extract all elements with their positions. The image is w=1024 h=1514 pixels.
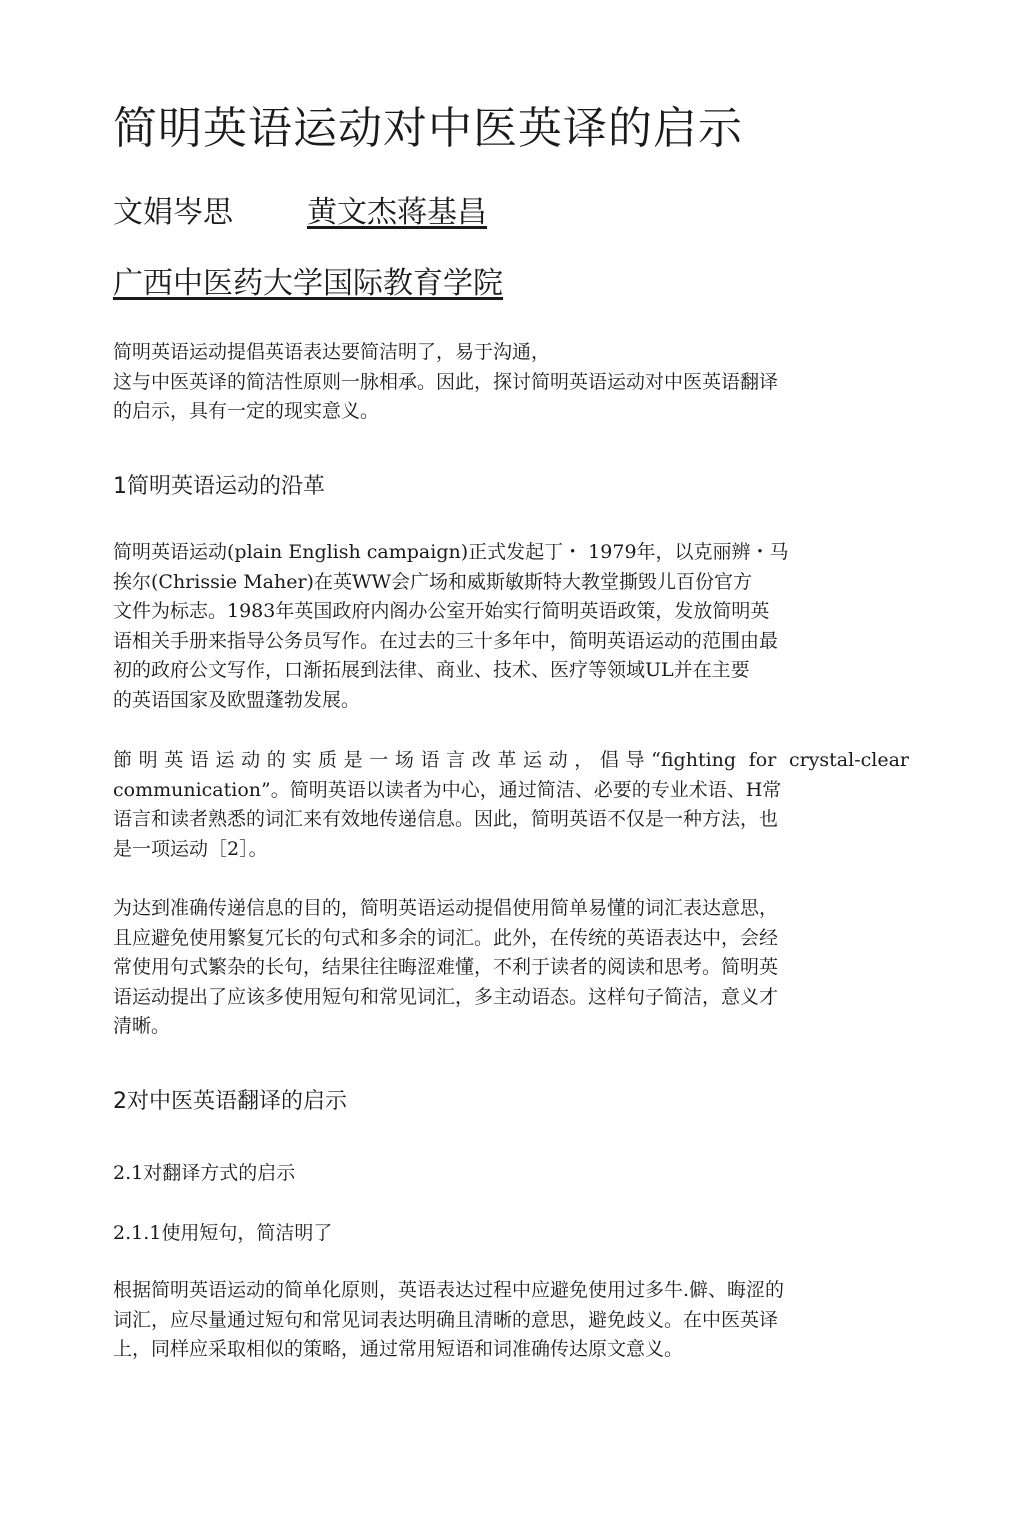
text-line: 初的政府公文写作，口渐拓展到法律、商业、技术、医疗等领域UL并在主要 bbox=[113, 659, 750, 681]
text-line: 且应避免使用繁复冗长的句式和多余的词汇。此外，在传统的英语表达中，会经 bbox=[113, 926, 779, 949]
text-line: 清晰。 bbox=[113, 1015, 171, 1037]
document-title: 简明英语运动对中医英译的启示 bbox=[113, 103, 743, 154]
text-line: 挨尔(Chrissie Maher)在英WW会广场和威斯敏斯特大教堂撕毁儿百份官方 bbox=[113, 570, 753, 593]
author-group-1: 文娟岑思 bbox=[113, 195, 233, 230]
section-1-heading: 1简明英语运动的沿革 bbox=[113, 474, 325, 499]
section-1-paragraph-2 bbox=[113, 746, 909, 864]
text-line: 節明英语运动的实质是一场语言改革运动，倡导“fighting for crystal-clear bbox=[113, 749, 909, 771]
section-1-paragraph-3 bbox=[113, 894, 778, 1042]
text-line: 词汇，应尽量通过短句和常见词表达明确且清晰的意思，避免歧义。在中医英译 bbox=[113, 1308, 779, 1331]
text-line: 语运动提出了应该多使用短句和常见词汇，多主动语态。这样句子简洁，意义才 bbox=[113, 985, 779, 1008]
text-line: 语相关手册来指导公务员写作。在过去的三十多年中，简明英语运动的范围由最 bbox=[113, 629, 779, 652]
text-line: 文件为标志。1983年英国政府内阁办公室开始实行简明英语政策，发放简明英 bbox=[113, 600, 770, 622]
abstract-paragraph bbox=[113, 338, 778, 427]
text-line: 的启示，具有一定的现实意义。 bbox=[113, 400, 380, 422]
text-line: 简明英语运动(plain English campaign)正式发起丁・ 1979年，以克丽辨・马 bbox=[113, 541, 789, 563]
text-line: 是一项运动［2］。 bbox=[113, 837, 268, 860]
text-line: 常使用句式繁杂的长句，结果往往晦涩难懂，不利于读者的阅读和思考。简明英 bbox=[113, 956, 779, 978]
subsection-2-1-heading: 2.1对翻译方式的启示 bbox=[113, 1162, 296, 1184]
text-line: 的英语国家及欧盟蓬勃发展。 bbox=[113, 688, 361, 711]
section-2-paragraph-1 bbox=[113, 1276, 784, 1365]
section-2-heading: 2对中医英语翻译的启示 bbox=[113, 1089, 347, 1114]
affiliation: 广西中医药大学国际教育学院 bbox=[113, 266, 503, 301]
subsection-2-1-1-heading: 2.1.1使用短句，简洁明了 bbox=[113, 1222, 333, 1244]
section-1-paragraph-1 bbox=[113, 538, 789, 715]
text-line: 这与中医英译的简洁性原则一脉相承。因此，探讨简明英语运动对中医英语翻译 bbox=[113, 370, 779, 393]
text-line: 语言和读者熟悉的词汇来有效地传递信息。因此，简明英语不仅是一种方法，也 bbox=[113, 808, 779, 830]
author-group-2: 黄文杰蒋基昌 bbox=[307, 195, 487, 230]
text-line: communication”。简明英语以读者为中心，通过简洁、必要的专业术语、H常 bbox=[113, 778, 782, 801]
text-line: 上，同样应采取相似的策略，通过常用短语和词准确传达原文意义。 bbox=[113, 1338, 684, 1360]
text-line: 简明英语运动提倡英语表达要简洁明了，易于沟通， bbox=[113, 341, 551, 363]
text-line: 为达到准确传递信息的目的，简明英语运动提倡使用简单易懂的词汇表达意思， bbox=[113, 897, 779, 919]
author-line bbox=[113, 187, 487, 231]
text-line: 根据简明英语运动的简单化原则，英语表达过程中应避免使用过多牛.僻、晦涩的 bbox=[113, 1279, 785, 1301]
